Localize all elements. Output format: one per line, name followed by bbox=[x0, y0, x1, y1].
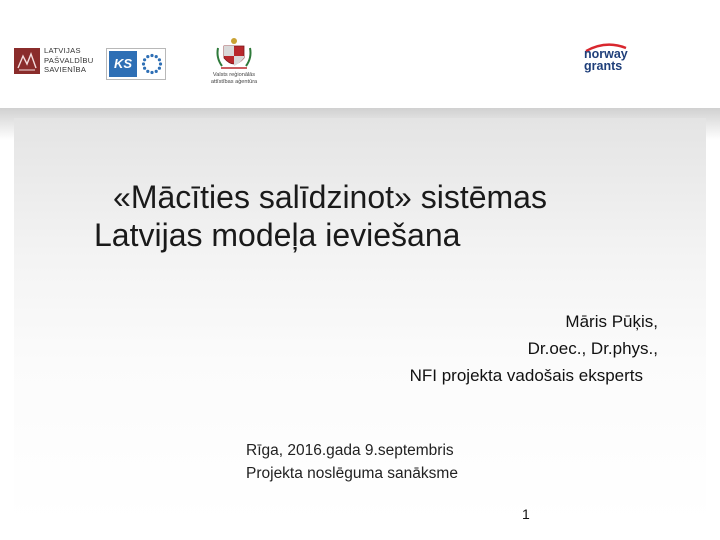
author-degrees: Dr.oec., Dr.phys., bbox=[527, 339, 658, 358]
author-role: NFI projekta vadošais eksperts bbox=[409, 366, 643, 385]
logo-header bbox=[0, 0, 720, 118]
author-block bbox=[238, 308, 658, 389]
vraa-line-2: attīstības aģentūra bbox=[210, 79, 258, 85]
vraa-logo-text bbox=[204, 72, 264, 86]
ks-logo bbox=[106, 48, 166, 80]
norway-word: norway bbox=[584, 47, 628, 61]
vraa-line-1: Valsts reģionālās bbox=[212, 72, 256, 78]
bottom-strip bbox=[0, 524, 720, 540]
norway-grants-logo bbox=[574, 42, 634, 82]
lps-emblem-icon bbox=[14, 48, 40, 74]
event-name: Projekta noslēguma sanāksme bbox=[246, 465, 458, 482]
author-name: Māris Pūķis, bbox=[565, 312, 658, 331]
vraa-logo bbox=[204, 36, 264, 90]
grants-word: grants bbox=[584, 59, 623, 73]
lps-line-2: PAŠVALDĪBU bbox=[44, 55, 94, 65]
lps-line-3: SAVIENĪBA bbox=[44, 65, 87, 75]
page-number: 1 bbox=[522, 506, 530, 522]
ks-mark: KS bbox=[109, 51, 137, 77]
slide-title bbox=[30, 178, 630, 254]
event-date: Rīga, 2016.gada 9.septembris bbox=[246, 442, 454, 459]
lps-logo-text bbox=[44, 46, 94, 75]
latvia-coat-of-arms-icon bbox=[204, 36, 264, 72]
lps-line-1: LATVIJAS bbox=[44, 46, 81, 55]
event-block bbox=[246, 439, 458, 485]
title-line-1: «Mācīties salīdzinot» sistēmas bbox=[113, 179, 547, 215]
title-line-2: Latvijas modeļa ieviešana bbox=[94, 217, 461, 253]
eu-stars-icon bbox=[141, 53, 163, 75]
lps-logo bbox=[14, 46, 94, 78]
